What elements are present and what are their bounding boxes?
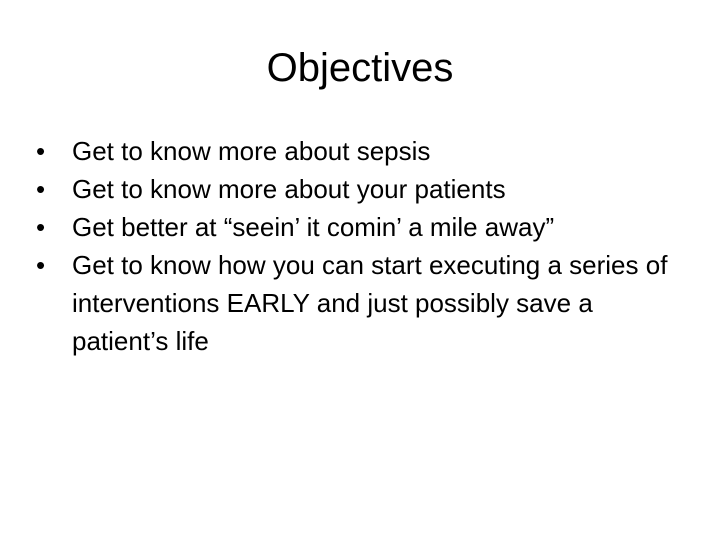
bullet-icon: • [36, 174, 46, 204]
list-item-text: Get better at “seein’ it comin’ a mile away” [72, 212, 555, 242]
bullet-icon: • [36, 136, 46, 166]
list-item [36, 132, 696, 170]
list-item-text: Get to know how you can start executing a series of interventions EARLY and just possibly save a patient’s life [72, 250, 668, 356]
bullet-icon: • [36, 250, 46, 280]
objectives-list [36, 132, 696, 360]
list-item [36, 170, 696, 208]
list-item [36, 246, 696, 360]
list-item [36, 208, 696, 246]
list-item-text: Get to know more about sepsis [72, 136, 431, 166]
slide-title: Objectives [266, 46, 454, 90]
list-item-text: Get to know more about your patients [72, 174, 506, 204]
bullet-icon: • [36, 212, 46, 242]
